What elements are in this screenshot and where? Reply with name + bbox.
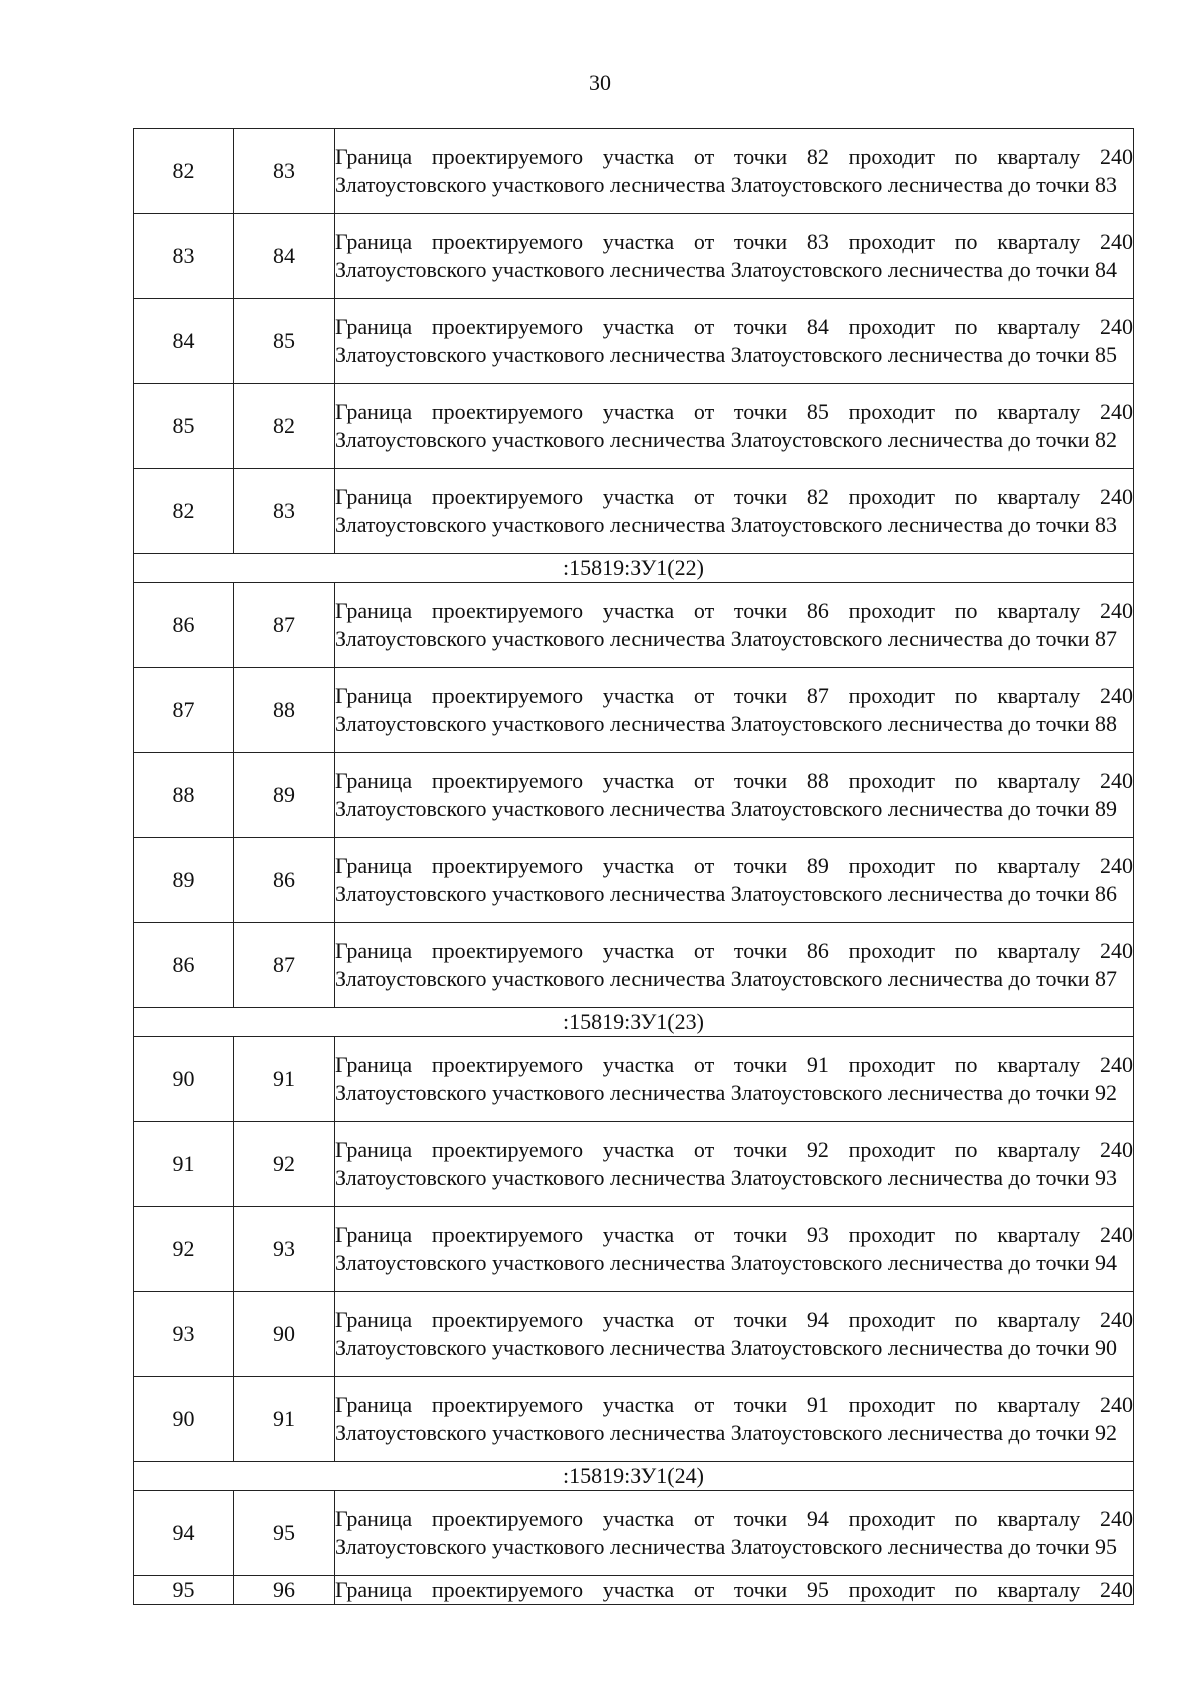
from-point-cell: 86	[134, 923, 234, 1008]
table-row	[134, 214, 1134, 299]
to-point-cell: 86	[234, 838, 335, 923]
from-point-cell: 90	[134, 1377, 234, 1462]
from-point-cell: 88	[134, 753, 234, 838]
to-point-cell: 88	[234, 668, 335, 753]
from-point-cell: 91	[134, 1122, 234, 1207]
table-row	[134, 1576, 1134, 1605]
to-point-cell: 91	[234, 1377, 335, 1462]
description-cell: Граница проектируемого участка от точки 85 проходит по кварталу 240 Златоустовского участкового лесничества Златоустовского лесничества до точки 82	[335, 384, 1134, 469]
to-point-cell: 83	[234, 469, 335, 554]
description-cell: Граница проектируемого участка от точки 88 проходит по кварталу 240 Златоустовского участкового лесничества Златоустовского лесничества до точки 89	[335, 753, 1134, 838]
from-point-cell: 86	[134, 583, 234, 668]
to-point-cell: 95	[234, 1491, 335, 1576]
from-point-cell: 89	[134, 838, 234, 923]
from-point-cell: 92	[134, 1207, 234, 1292]
table-row	[134, 753, 1134, 838]
description-cell: Граница проектируемого участка от точки 84 проходит по кварталу 240 Златоустовского участкового лесничества Златоустовского лесничества до точки 85	[335, 299, 1134, 384]
description-cell: Граница проектируемого участка от точки 94 проходит по кварталу 240 Златоустовского участкового лесничества Златоустовского лесничества до точки 95	[335, 1491, 1134, 1576]
from-point-cell: 85	[134, 384, 234, 469]
to-point-cell: 93	[234, 1207, 335, 1292]
description-cell: Граница проектируемого участка от точки 94 проходит по кварталу 240 Златоустовского участкового лесничества Златоустовского лесничества до точки 90	[335, 1292, 1134, 1377]
section-header-row	[134, 1008, 1134, 1037]
section-header-row	[134, 1462, 1134, 1491]
section-header-row	[134, 554, 1134, 583]
to-point-cell: 87	[234, 583, 335, 668]
description-cell: Граница проектируемого участка от точки 86 проходит по кварталу 240 Златоустовского участкового лесничества Златоустовского лесничества до точки 87	[335, 923, 1134, 1008]
table-row	[134, 129, 1134, 214]
section-header: :15819:ЗУ1(22)	[134, 554, 1134, 583]
table-row	[134, 668, 1134, 753]
table-row	[134, 583, 1134, 668]
to-point-cell: 83	[234, 129, 335, 214]
to-point-cell: 91	[234, 1037, 335, 1122]
description-cell: Граница проектируемого участка от точки 87 проходит по кварталу 240 Златоустовского участкового лесничества Златоустовского лесничества до точки 88	[335, 668, 1134, 753]
description-cell: Граница проектируемого участка от точки 82 проходит по кварталу 240 Златоустовского участкового лесничества Златоустовского лесничества до точки 83	[335, 129, 1134, 214]
table-row	[134, 469, 1134, 554]
section-header: :15819:ЗУ1(24)	[134, 1462, 1134, 1491]
table-row	[134, 923, 1134, 1008]
to-point-cell: 87	[234, 923, 335, 1008]
table-row	[134, 299, 1134, 384]
table-row	[134, 1377, 1134, 1462]
description-cell: Граница проектируемого участка от точки 86 проходит по кварталу 240 Златоустовского участкового лесничества Златоустовского лесничества до точки 87	[335, 583, 1134, 668]
description-cell: Граница проектируемого участка от точки 91 проходит по кварталу 240 Златоустовского участкового лесничества Златоустовского лесничества до точки 92	[335, 1037, 1134, 1122]
table-row	[134, 1037, 1134, 1122]
section-header: :15819:ЗУ1(23)	[134, 1008, 1134, 1037]
to-point-cell: 96	[234, 1576, 335, 1605]
table-row	[134, 384, 1134, 469]
description-cell: Граница проектируемого участка от точки 91 проходит по кварталу 240 Златоустовского участкового лесничества Златоустовского лесничества до точки 92	[335, 1377, 1134, 1462]
table-row	[134, 1207, 1134, 1292]
from-point-cell: 87	[134, 668, 234, 753]
from-point-cell: 95	[134, 1576, 234, 1605]
boundary-table	[133, 128, 1134, 1605]
from-point-cell: 90	[134, 1037, 234, 1122]
to-point-cell: 92	[234, 1122, 335, 1207]
description-cell: Граница проектируемого участка от точки 93 проходит по кварталу 240 Златоустовского участкового лесничества Златоустовского лесничества до точки 94	[335, 1207, 1134, 1292]
description-cell: Граница проектируемого участка от точки 83 проходит по кварталу 240 Златоустовского участкового лесничества Златоустовского лесничества до точки 84	[335, 214, 1134, 299]
table-row	[134, 838, 1134, 923]
to-point-cell: 90	[234, 1292, 335, 1377]
from-point-cell: 93	[134, 1292, 234, 1377]
page-number: 30	[589, 70, 611, 95]
to-point-cell: 89	[234, 753, 335, 838]
description-cell: Граница проектируемого участка от точки 89 проходит по кварталу 240 Златоустовского участкового лесничества Златоустовского лесничества до точки 86	[335, 838, 1134, 923]
table-row	[134, 1292, 1134, 1377]
to-point-cell: 84	[234, 214, 335, 299]
from-point-cell: 94	[134, 1491, 234, 1576]
description-cell: Граница проектируемого участка от точки 95 проходит по кварталу 240	[335, 1576, 1134, 1605]
from-point-cell: 82	[134, 469, 234, 554]
from-point-cell: 84	[134, 299, 234, 384]
to-point-cell: 82	[234, 384, 335, 469]
table-row	[134, 1491, 1134, 1576]
description-cell: Граница проектируемого участка от точки 92 проходит по кварталу 240 Златоустовского участкового лесничества Златоустовского лесничества до точки 93	[335, 1122, 1134, 1207]
to-point-cell: 85	[234, 299, 335, 384]
description-cell: Граница проектируемого участка от точки 82 проходит по кварталу 240 Златоустовского участкового лесничества Златоустовского лесничества до точки 83	[335, 469, 1134, 554]
from-point-cell: 82	[134, 129, 234, 214]
from-point-cell: 83	[134, 214, 234, 299]
table-row	[134, 1122, 1134, 1207]
